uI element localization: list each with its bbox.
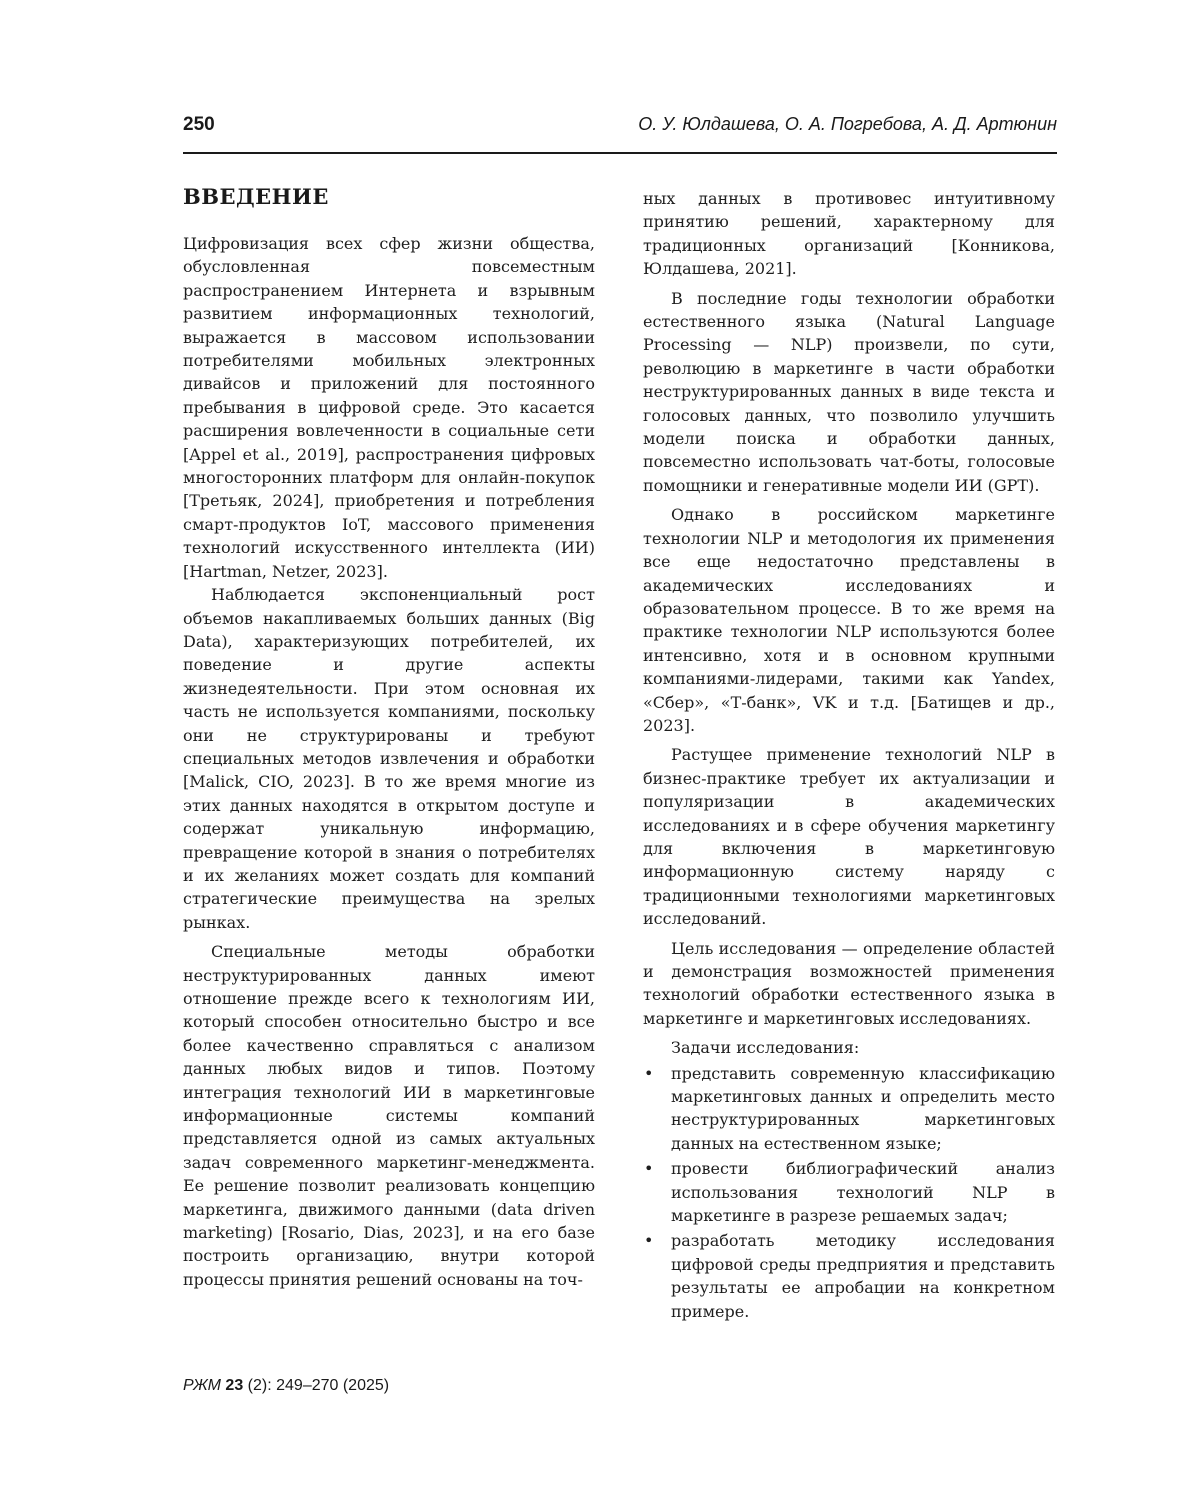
- page-number: 250: [183, 114, 215, 135]
- paragraph: Растущее применение технологий NLP в бизнес-практике требует их актуализации и популяризации в академических исследованиях и в сфере обучения маркетингу для включения в маркетинговую информационную систему наряду с традиционными технологиями маркетинговых исследований.: [643, 745, 1055, 929]
- paragraph: Наблюдается экспоненциальный рост объемов накапливаемых больших данных (Big Data), характеризующих потребителей, их поведение и другие аспекты жизнедеятельности. При этом основная их часть не используется компаниями, поскольку они не структурированы и требуют специальных методов извлечения и обработки [Malick, CIO, 2023]. В то же время многие из этих данных находятся в открытом доступе и содержат уникальную информацию, превращение которой в знания о потребителях и их желаниях может создать для компаний стратегические преимущества на зрелых рынках.: [183, 585, 595, 932]
- list-item-text: разработать методику исследования цифровой среды предприятия и представить результаты ее апробации на конкретном примере.: [671, 1231, 1055, 1321]
- paragraph: ных данных в противовес интуитивному принятию решений, характерному для традиционных организаций [Конникова, Юлдашева, 2021].: [643, 189, 1055, 279]
- running-authors: О. У. Юлдашева, О. А. Погребова, А. Д. Артюнин: [638, 114, 1057, 134]
- running-header: [183, 110, 1057, 144]
- paragraph: Специальные методы обработки неструктурированных данных имеют отношение прежде всего к технологиям ИИ, который способен относительно быстро и все более качественно справляться с анализом данных любых видов и типов. Поэтому интеграция технологий ИИ в маркетинговые информационные системы компаний представляется одной из самых актуальных задач современного маркетинг-менеджмента. Ее решение позволит реализовать концепцию маркетинга, движимого данными (data driven marketing) [Rosario, Dias, 2023], и на его базе построить организацию, внутри которой процессы принятия решений основаны на точ-: [183, 942, 595, 1289]
- page-footer: [183, 1377, 389, 1395]
- left-column: [183, 183, 595, 1291]
- paragraph: В последние годы технологии обработки естественного языка (Natural Language Processing — NLP) произвели, по сути, революцию в маркетинге в части обработки неструктурированных данных в виде текста и голосовых данных, что позволило улучшить модели поиска и обработки данных, повсеместно использовать чат-боты, голосовые помощники и генеративные модели ИИ (GPT).: [643, 288, 1055, 495]
- journal-volume: 23: [225, 1377, 244, 1394]
- bullet-icon: •: [644, 1063, 654, 1083]
- bullet-icon: •: [644, 1159, 654, 1179]
- list-item: [643, 1157, 1055, 1227]
- list-item-text: провести библиографический анализ использования технологий NLP в маркетинге в разрезе решаемых задач;: [671, 1159, 1055, 1226]
- journal-issue-pages: (2): 249–270 (2025): [247, 1377, 390, 1394]
- list-item: [643, 1229, 1055, 1323]
- list-item-text: представить современную классификацию маркетинговых данных и определить место неструктурированных маркетинговых данных на естественном языке;: [671, 1063, 1055, 1153]
- bullet-icon: •: [644, 1231, 654, 1251]
- paragraph: Цель исследования — определение областей и демонстрация возможностей применения технологий обработки естественного языка в маркетинге и маркетинговых исследованиях.: [643, 938, 1055, 1028]
- header-rule: [183, 152, 1057, 154]
- paragraph: Однако в российском маркетинге технологии NLP и методология их применения все еще недостаточно представлены в академических исследованиях и образовательном процессе. В то же время на практике технологии NLP используются более интенсивно, хотя и в основном крупными компаниями-лидерами, такими как Yandex, «Сбер», «Т-банк», VK и т.д. [Батищев и др., 2023].: [643, 505, 1055, 735]
- journal-name: РЖМ: [183, 1377, 221, 1394]
- section-title: ВВЕДЕНИЕ: [183, 184, 329, 209]
- paragraph: Цифровизация всех сфер жизни общества, обусловленная повсеместным распространением Интернета и взрывным развитием информационных технологий, выражается в массовом использовании потребителями мобильных электронных дивайсов и приложений для постоянного пребывания в цифровой среде. Это касается расширения вовлеченности в социальные сети [Appel et al., 2019], распространения цифровых многосторонних платформ для онлайн-покупок [Третьяк, 2024], приобретения и потребления смарт-продуктов IoT, массового применения технологий искусственного интеллекта (ИИ) [Hartman, Netzer, 2023].: [183, 234, 595, 581]
- list-item: [643, 1062, 1055, 1156]
- tasks-heading: Задачи исследования:: [671, 1038, 860, 1058]
- right-column: [643, 187, 1055, 1325]
- tasks-list: [643, 1062, 1055, 1323]
